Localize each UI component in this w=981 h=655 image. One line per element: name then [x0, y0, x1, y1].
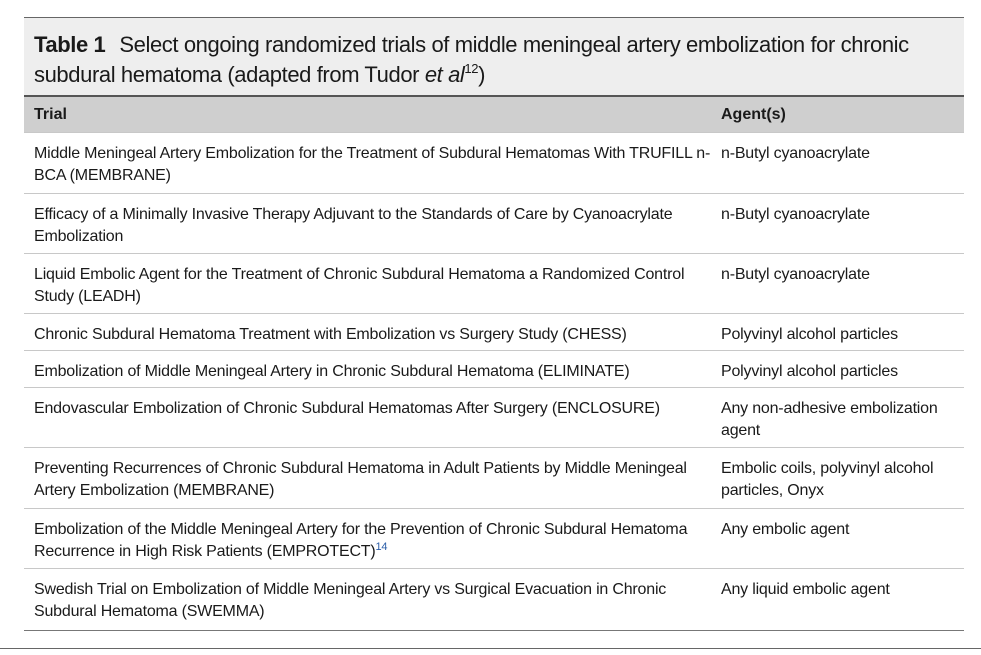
- trial-cell: Endovascular Embolization of Chronic Subdural Hematomas After Surgery (ENCLOSURE): [34, 400, 660, 417]
- trial-cell: Liquid Embolic Agent for the Treatment of Chronic Subdural Hematoma a Randomized Control Study (LEADH): [34, 266, 685, 305]
- table-row: [24, 350, 964, 387]
- table-row: [24, 313, 964, 350]
- trials-table: [24, 17, 964, 631]
- agent-cell: n-Butyl cyanoacrylate: [721, 145, 870, 162]
- table-title: Select ongoing randomized trials of middle meningeal artery embolization for chronic subdural hematoma (adapted from Tudor: [34, 32, 909, 87]
- trial-cell: Middle Meningeal Artery Embolization for the Treatment of Subdural Hematomas With TRUFILL n-BCA (MEMBRANE): [34, 145, 711, 184]
- column-header-trial: Trial: [34, 105, 67, 123]
- table-title-end: ): [478, 62, 486, 87]
- agent-cell: Any non-adhesive embolization agent: [721, 400, 938, 439]
- table-row: [24, 132, 964, 193]
- trial-cell: Efficacy of a Minimally Invasive Therapy Adjuvant to the Standards of Care by Cyanoacrylate Embolization: [34, 206, 673, 245]
- table-row: [24, 253, 964, 313]
- trial-cell: Preventing Recurrences of Chronic Subdural Hematoma in Adult Patients by Middle Meningeal Artery Embolization (MEMBRANE): [34, 460, 687, 499]
- table-caption: [24, 18, 964, 95]
- table-row: [24, 387, 964, 447]
- table-title-etal: et al: [424, 62, 465, 87]
- trial-reference[interactable]: 14: [375, 541, 388, 553]
- trial-cell: Embolization of Middle Meningeal Artery in Chronic Subdural Hematoma (ELIMINATE): [34, 363, 630, 380]
- table-row: [24, 447, 964, 508]
- table-header-row: [24, 95, 964, 132]
- agent-cell: Polyvinyl alcohol particles: [721, 326, 898, 343]
- column-header-agents: Agent(s): [721, 105, 786, 123]
- trial-cell: Swedish Trial on Embolization of Middle Meningeal Artery vs Surgical Evacuation in Chronic Subdural Hematoma (SWEMMA): [34, 581, 667, 620]
- agent-cell: n-Butyl cyanoacrylate: [721, 266, 870, 283]
- table-title-reference[interactable]: 12: [464, 61, 479, 76]
- agent-cell: n-Butyl cyanoacrylate: [721, 206, 870, 223]
- trial-cell: Chronic Subdural Hematoma Treatment with Embolization vs Surgery Study (CHESS): [34, 326, 627, 343]
- agent-cell: Embolic coils, polyvinyl alcohol particles, Onyx: [721, 460, 934, 499]
- table-number: Table 1: [34, 32, 106, 57]
- table-row: [24, 193, 964, 253]
- agent-cell: Any liquid embolic agent: [721, 581, 890, 598]
- trial-text: Embolization of the Middle Meningeal Artery for the Prevention of Chronic Subdural Hematoma Recurrence in High Risk Patients (EMPROTECT): [34, 521, 688, 560]
- table-row: [24, 508, 964, 568]
- page-rule: [0, 648, 981, 649]
- agent-cell: Any embolic agent: [721, 521, 850, 538]
- table-row: [24, 568, 964, 628]
- trial-cell: [24, 509, 712, 563]
- agent-cell: Polyvinyl alcohol particles: [721, 363, 898, 380]
